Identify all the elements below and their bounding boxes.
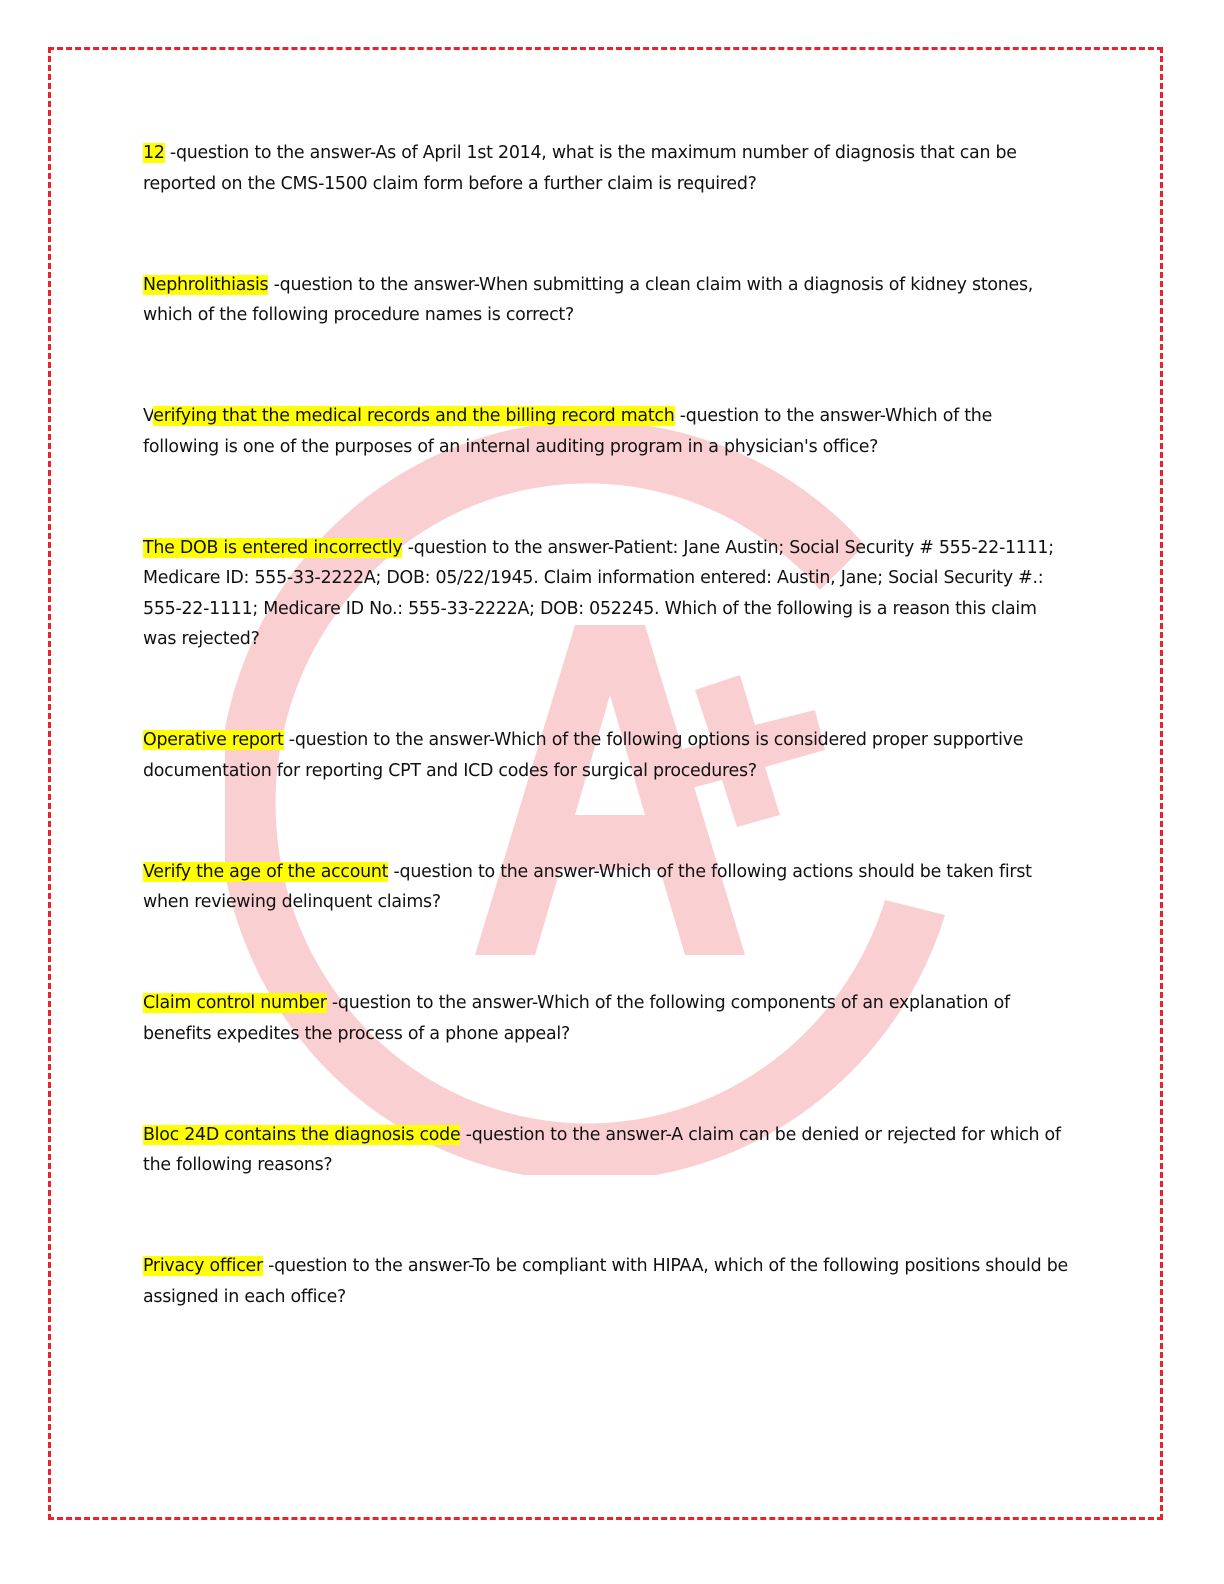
qa-item xyxy=(143,533,1073,655)
answer-highlight: Operative report xyxy=(143,730,284,750)
question-text: -question to the answer-As of April 1st 2014, what is the maximum number of diagnosis that can be reported on the CMS-1500 claim form before a further claim is required? xyxy=(143,143,1017,194)
question-text: -question to the answer-A claim can be denied or rejected for which of the following reasons? xyxy=(143,1124,1061,1175)
qa-item xyxy=(143,857,1073,918)
qa-item xyxy=(143,988,1073,1049)
qa-list xyxy=(143,138,1073,1383)
answer-highlight: erifying that the medical records and the billing record match xyxy=(153,406,675,426)
qa-item xyxy=(143,401,1073,462)
answer-highlight: 12 xyxy=(143,143,165,163)
qa-item xyxy=(143,270,1073,331)
answer-highlight: Nephrolithiasis xyxy=(143,274,269,295)
question-text: -question to the answer-Which of the following is one of the purposes of an internal auditing program in a physician's office? xyxy=(143,406,993,457)
answer-highlight: Bloc 24D contains the diagnosis code xyxy=(143,1124,461,1145)
answer-highlight: Verify the age of the account xyxy=(143,861,389,882)
question-text: -question to the answer-Which of the following actions should be taken first when reviewing delinquent claims? xyxy=(143,861,1032,912)
qa-item xyxy=(143,1251,1073,1312)
answer-highlight: Privacy officer xyxy=(143,1256,263,1276)
qa-item xyxy=(143,1120,1073,1181)
answer-highlight: Claim control number xyxy=(143,993,327,1013)
qa-item xyxy=(143,725,1073,786)
question-text: -question to the answer-Which of the following components of an explanation of benefits expedites the process of a phone appeal? xyxy=(143,993,1010,1044)
answer-highlight: The DOB is entered incorrectly xyxy=(143,537,403,558)
question-text: -question to the answer-When submitting a clean claim with a diagnosis of kidney stones, which of the following procedure names is correct? xyxy=(143,274,1034,325)
question-text: -question to the answer-To be compliant with HIPAA, which of the following positions should be assigned in each office? xyxy=(143,1256,1068,1307)
question-text: -question to the answer-Patient: Jane Austin; Social Security # 555-22-1111; Medicare ID: 555-33-2222A; DOB: 05/22/1945. Claim information entered: Austin, Jane; Social Security #.: 555-22-1111; Medicare ID No.: 555-33-2222A; DOB: 052245. Which of the following is a reason this claim was rejected? xyxy=(143,537,1054,649)
qa-item xyxy=(143,138,1073,199)
question-text: -question to the answer-Which of the following options is considered proper supportive documentation for reporting CPT and ICD codes for surgical procedures? xyxy=(143,730,1024,781)
answer-prefix: V xyxy=(143,406,154,426)
